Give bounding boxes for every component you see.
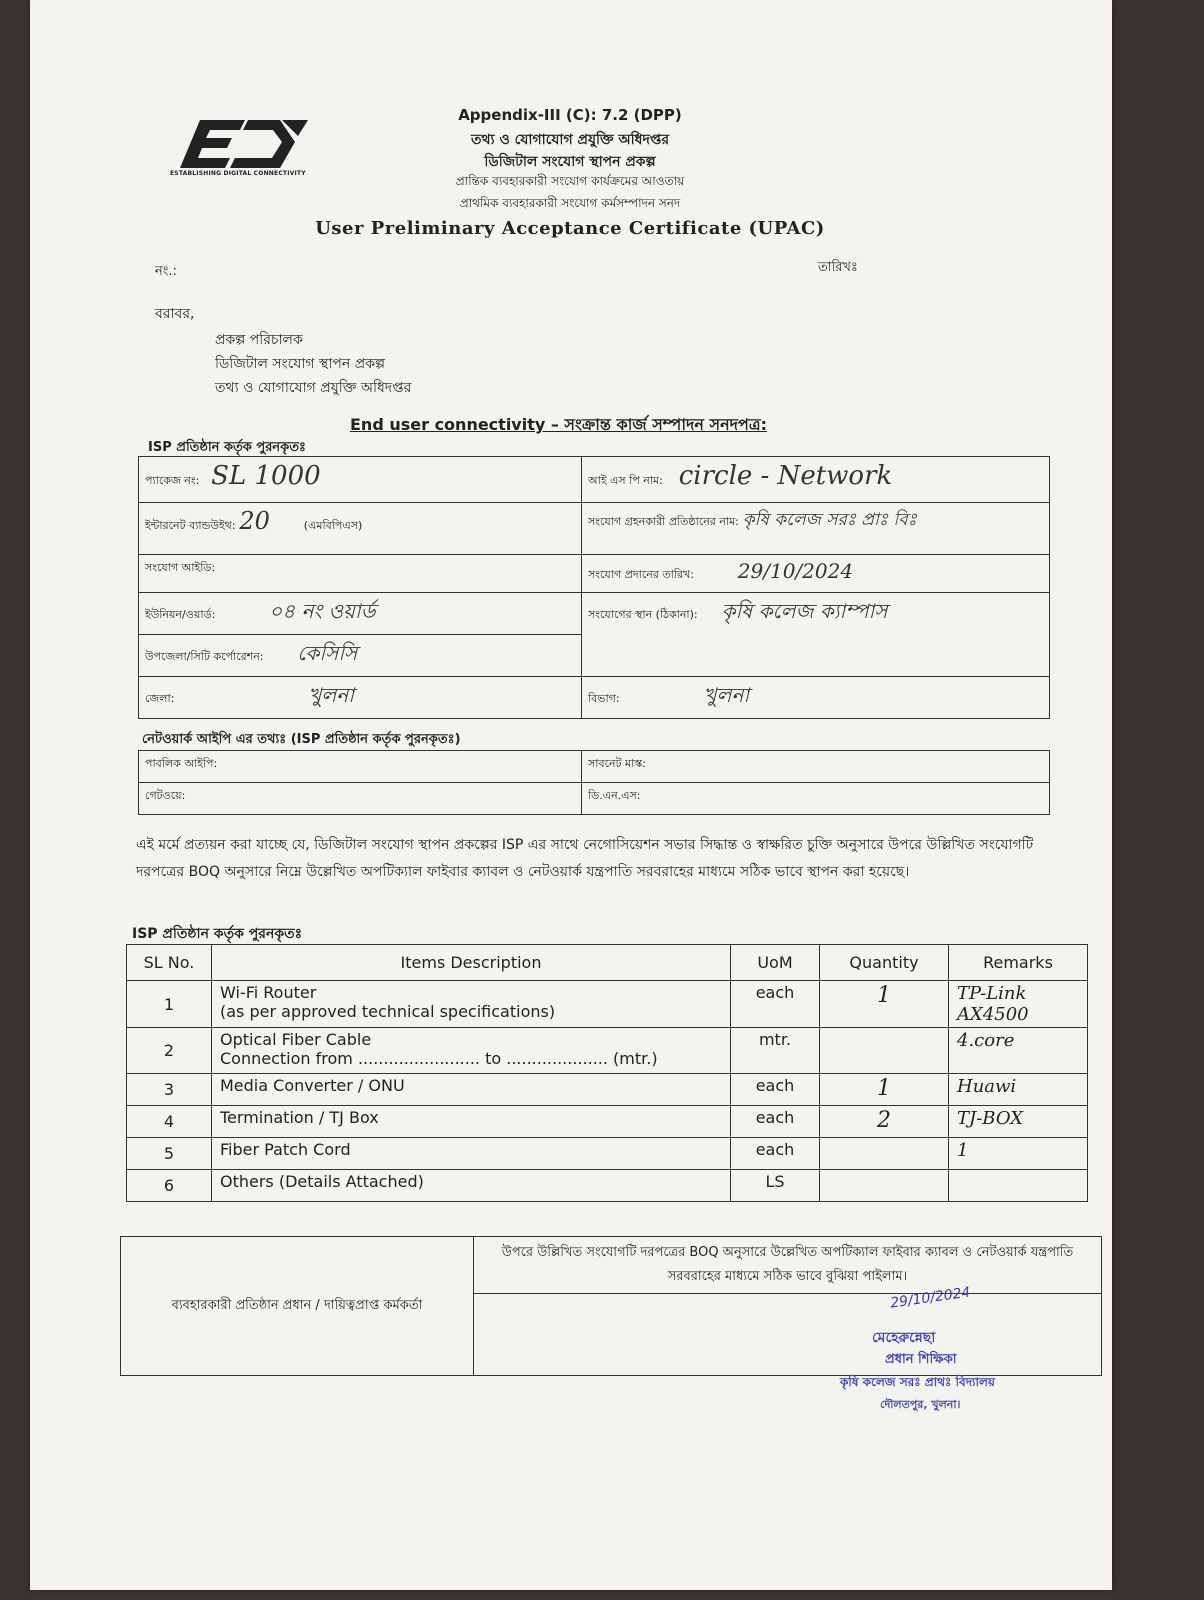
district-label: জেলা: bbox=[145, 692, 175, 705]
subnet-label: সাবনেট মাস্ক: bbox=[588, 757, 646, 770]
signoff-role: ব্যবহারকারী প্রতিষ্ঠান প্রধান / দায়িত্বপ্রাপ্ত কর্মকর্তা bbox=[171, 1297, 423, 1313]
conn-id-label: সংযোগ আইডি: bbox=[145, 561, 216, 574]
item-quantity: 1 bbox=[820, 981, 949, 1028]
item-description-line-1: Termination / TJ Box bbox=[220, 1108, 379, 1127]
items-table bbox=[126, 944, 1088, 1202]
item-remarks: TJ-BOX bbox=[949, 1106, 1088, 1138]
package-value: SL 1000 bbox=[211, 461, 321, 491]
item-description bbox=[212, 1074, 731, 1106]
address-to: বরাবর, bbox=[155, 306, 195, 322]
item-sl: 2 bbox=[127, 1028, 212, 1074]
items-header-row bbox=[127, 945, 1088, 981]
package-label: প্যাকেজ নং: bbox=[145, 474, 200, 487]
item-row bbox=[127, 1074, 1088, 1106]
bandwidth-unit: (এমবিপিএস) bbox=[303, 519, 363, 532]
stamp-title: প্রধান শিক্ষিকা bbox=[885, 1352, 957, 1367]
item-uom: each bbox=[731, 981, 820, 1028]
appendix-label: Appendix-III (C): 7.2 (DPP) bbox=[458, 106, 682, 124]
isp-filled-heading-2: ISP প্রতিষ্ঠান কর্তৃক পুরনকৃতঃ bbox=[132, 926, 303, 942]
stamp-organization: কৃষি কলেজ সরঃ প্রাথঃ বিদ্যালয় bbox=[840, 1375, 995, 1389]
signoff-statement: উপরে উল্লিখিত সংযোগটি দরপত্রের BOQ অনুসারে উল্লেখিত অপটিক্যাল ফাইবার ক্যাবল ও নেটওয়ার্ক যন্ত্রপাতি সরবরাহের মাধ্যমে সঠিক ভাবে বুঝিয়া পাইলাম। bbox=[501, 1245, 1074, 1284]
location-cell bbox=[582, 593, 1050, 677]
item-remarks: 4.core bbox=[949, 1028, 1088, 1074]
logo-caption: ESTABLISHING DIGITAL CONNECTIVITY bbox=[170, 170, 306, 177]
item-uom: each bbox=[731, 1138, 820, 1170]
location-label: সংযোগের স্থান (ঠিকানা): bbox=[588, 608, 698, 621]
dns-label: ডি.এন.এস: bbox=[588, 789, 641, 802]
gateway-cell bbox=[139, 783, 582, 815]
item-sl: 4 bbox=[127, 1106, 212, 1138]
item-quantity bbox=[820, 1138, 949, 1170]
package-cell bbox=[139, 457, 582, 503]
address-line-1: প্রকল্প পরিচালক bbox=[215, 332, 303, 348]
item-description bbox=[212, 1170, 731, 1202]
division-label: বিভাগ: bbox=[588, 692, 620, 705]
header-line-3: প্রান্তিক ব্যবহারকারী সংযোগ কার্যক্রমের আওতায় bbox=[455, 174, 685, 188]
item-description-line-1: Wi-Fi Router bbox=[220, 983, 317, 1002]
date-label: তারিখঃ bbox=[818, 260, 858, 275]
header-line-4: প্রাথমিক ব্যবহারকারী সংযোগ কর্মসম্পাদন সনদ bbox=[459, 196, 681, 210]
item-row bbox=[127, 1028, 1088, 1074]
item-row bbox=[127, 1138, 1088, 1170]
item-remarks: TP-Link AX4500 bbox=[949, 981, 1088, 1028]
public-ip-label: পাবলিক আইপি: bbox=[145, 757, 218, 770]
header-line-2: ডিজিটাল সংযোগ স্থাপন প্রকল্প bbox=[484, 154, 656, 170]
receiver-cell bbox=[582, 503, 1050, 555]
receiver-label: সংযোগ গ্রহনকারী প্রতিষ্ঠানের নাম: bbox=[588, 515, 739, 528]
item-quantity bbox=[820, 1170, 949, 1202]
item-row bbox=[127, 981, 1088, 1028]
isp-name-value: circle - Network bbox=[678, 461, 893, 491]
item-description-line-1: Others (Details Attached) bbox=[220, 1172, 424, 1191]
district-value: খুলনা bbox=[308, 683, 355, 707]
item-description bbox=[212, 1138, 731, 1170]
item-quantity bbox=[820, 1028, 949, 1074]
isp-filled-heading-1: ISP প্রতিষ্ঠান কর্তৃক পুরনকৃতঃ bbox=[148, 440, 306, 455]
subject-line: End user connectivity – সংক্রান্ত কার্জ সম্পাদন সনদপত্র: bbox=[350, 415, 768, 434]
network-heading: নেটওয়ার্ক আইপি এর তথ্যঃ (ISP প্রতিষ্ঠান কর্তৃক পুরনকৃতঃ) bbox=[142, 732, 461, 747]
item-sl: 5 bbox=[127, 1138, 212, 1170]
col-remarks: Remarks bbox=[949, 945, 1088, 981]
address-line-2: ডিজিটাল সংযোগ স্থাপন প্রকল্প bbox=[215, 356, 385, 372]
stamp-place: দৌলতপুর, খুলনা। bbox=[880, 1398, 961, 1411]
network-table bbox=[138, 750, 1050, 815]
upazila-label: উপজেলা/সিটি কর্পোরেশন: bbox=[145, 650, 264, 663]
bandwidth-cell bbox=[139, 503, 582, 555]
signature-date: 29/10/2024 bbox=[889, 1284, 972, 1312]
union-value: ০৪ নং ওয়ার্ড bbox=[269, 599, 376, 623]
subnet-cell bbox=[582, 751, 1050, 783]
item-uom: each bbox=[731, 1106, 820, 1138]
number-label: নং.: bbox=[155, 264, 177, 279]
conn-date-label: সংযোগ প্রদানের তারিখ: bbox=[588, 568, 694, 581]
certificate-page bbox=[30, 0, 1112, 1590]
item-row bbox=[127, 1170, 1088, 1202]
connection-info-table bbox=[138, 456, 1050, 719]
union-label: ইউনিয়ন/ওয়ার্ড: bbox=[145, 608, 216, 621]
district-cell bbox=[139, 677, 582, 719]
col-description: Items Description bbox=[212, 945, 731, 981]
item-sl: 3 bbox=[127, 1074, 212, 1106]
header-line-1: তথ্য ও যোগাযোগ প্রযুক্তি অধিদপ্তর bbox=[470, 132, 670, 148]
upazila-value: কেসিসি bbox=[297, 641, 358, 665]
item-uom: each bbox=[731, 1074, 820, 1106]
isp-name-cell bbox=[582, 457, 1050, 503]
item-sl: 6 bbox=[127, 1170, 212, 1202]
item-description bbox=[212, 1106, 731, 1138]
signoff-signature-cell bbox=[474, 1294, 1102, 1376]
item-quantity: 2 bbox=[820, 1106, 949, 1138]
dns-cell bbox=[582, 783, 1050, 815]
item-description-line-2: (as per approved technical specifications) bbox=[220, 1002, 556, 1021]
gateway-label: গেটওয়ে: bbox=[145, 789, 186, 802]
col-sl: SL No. bbox=[127, 945, 212, 981]
declaration-paragraph: এই মর্মে প্রত্যয়ন করা যাচ্ছে যে, ডিজিটাল সংযোগ স্থাপন প্রকল্পের ISP এর সাথে নেগোসিয়েশন সভার সিদ্ধান্ত ও স্বাক্ষরিত চুক্তি অনুসারে উপরে উল্লিখিত সংযোগটি দরপত্রের BOQ অনুসারে নিম্নে উল্লেখিত অপটিক্যাল ফাইবার ক্যাবল ও নেটওয়ার্ক যন্ত্রপাতি সরবরাহের মাধ্যমে সঠিক ভাবে স্থাপন করা হয়েছে। bbox=[136, 837, 1034, 880]
union-cell bbox=[139, 593, 582, 635]
item-description bbox=[212, 1028, 731, 1074]
item-remarks: Huawi bbox=[949, 1074, 1088, 1106]
item-sl: 1 bbox=[127, 981, 212, 1028]
item-remarks: 1 bbox=[949, 1138, 1088, 1170]
item-description-line-2: Connection from ........................ to .................... (mtr.) bbox=[220, 1049, 658, 1068]
signoff-statement-cell bbox=[474, 1237, 1102, 1294]
item-description-line-1: Fiber Patch Cord bbox=[220, 1140, 351, 1159]
stamp-name: মেহেরুন্নেছা bbox=[872, 1330, 936, 1346]
bandwidth-label: ইন্টারনেট ব্যান্ডউইথ: bbox=[145, 519, 236, 532]
location-value: কৃষি কলেজ ক্যাম্পাস bbox=[721, 599, 888, 623]
upazila-cell bbox=[139, 635, 582, 677]
conn-id-cell bbox=[139, 555, 582, 593]
division-cell bbox=[582, 677, 1050, 719]
item-description bbox=[212, 981, 731, 1028]
bandwidth-value: 20 bbox=[239, 507, 270, 535]
item-remarks bbox=[949, 1170, 1088, 1202]
col-uom: UoM bbox=[731, 945, 820, 981]
item-row bbox=[127, 1106, 1088, 1138]
signoff-left-cell bbox=[121, 1237, 474, 1376]
public-ip-cell bbox=[139, 751, 582, 783]
item-uom: mtr. bbox=[731, 1028, 820, 1074]
isp-name-label: আই এস পি নাম: bbox=[588, 474, 663, 487]
col-quantity: Quantity bbox=[820, 945, 949, 981]
item-description-line-1: Optical Fiber Cable bbox=[220, 1030, 372, 1049]
item-uom: LS bbox=[731, 1170, 820, 1202]
conn-date-cell bbox=[582, 555, 1050, 593]
item-description-line-1: Media Converter / ONU bbox=[220, 1076, 405, 1095]
certificate-title: User Preliminary Acceptance Certificate (UPAC) bbox=[315, 218, 825, 239]
conn-date-value: 29/10/2024 bbox=[737, 559, 854, 583]
address-line-3: তথ্য ও যোগাযোগ প্রযুক্তি অধিদপ্তর bbox=[215, 380, 412, 396]
item-quantity: 1 bbox=[820, 1074, 949, 1106]
receiver-value: কৃষি কলেজ সরঃ প্রাঃ বিঃ bbox=[742, 510, 917, 530]
division-value: খুলনা bbox=[703, 683, 750, 707]
